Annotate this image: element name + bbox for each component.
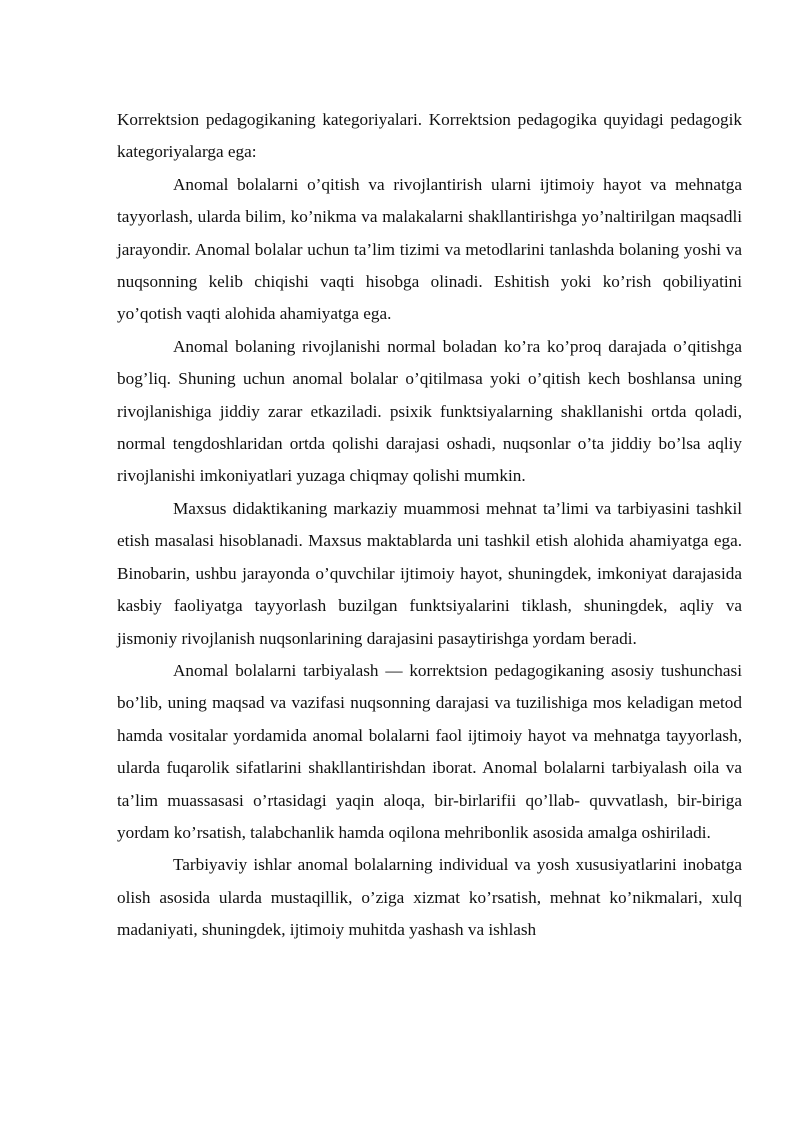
paragraph-categories-intro: Korrektsion pedagogikaning kategoriyalari. Korrektsion pedagogika quyidagi pedagogik kategoriyalarga ega: bbox=[117, 110, 742, 162]
paragraph-teaching-process: Anomal bolalarni o’qitish va rivojlantirish ularni ijtimoiy hayot va mehnatga tayyorlash, ularda bilim, ko’nikma va malakalarni shakllantirishga yo’naltirilgan maqsadli jarayondir. Anomal bolalar uchun ta’lim tizimi va metodlarini tanlashda bolaning yoshi va nuqsonning kelib chiqishi vaqti hisobga olinadi. Eshitish yoki ko’rish qobiliyatini yo’qotish vaqti alohida ahamiyatga ega. bbox=[117, 174, 742, 324]
paragraph-special-didactics: Maxsus didaktikaning markaziy muammosi mehnat ta’limi va tarbiyasini tashkil etish masalasi hisoblanadi. Maxsus maktablarda uni tashkil etish alohida ahamiyatga ega. Binobarin, ushbu jarayonda o’quvchilar ijtimoiy hayot, shuningdek, imkoniyat darajasida kasbiy faoliyatga tayyorlash buzilgan funktsiyalarini tiklash, shuningdek, aqliy va jismoniy rivojlanish nuqsonlarining darajasini pasaytirishga yordam beradi. bbox=[117, 498, 742, 648]
body-text bbox=[117, 104, 742, 947]
paragraph-upbringing: Anomal bolalarni tarbiyalash — korrektsion pedagogikaning asosiy tushunchasi bo’lib, uning maqsad va vazifasi nuqsonning darajasi va tuzilishiga mos keladigan metod hamda vositalar yordamida anomal bolalarni faol ijtimoiy hayot va mehnatga tayyorlash, ularda fuqarolik sifatlarini shakllantirishdan iborat. Anomal bolalarni tarbiyalash oila va ta’lim muassasasi o’rtasidagi yaqin aloqa, bir-birlarifii qo’llab- quvvatlash, bir-biriga yordam ko’rsatish, talabchanlik hamda oqilona mehribonlik asosida amalga oshiriladi. bbox=[117, 660, 742, 842]
paragraph-development: Anomal bolaning rivojlanishi normal boladan ko’ra ko’proq darajada o’qitishga bog’liq. Shuning uchun anomal bolalar o’qitilmasa yoki o’qitish kech boshlansa uning rivojlanishiga jiddiy zarar etkaziladi. psixik funktsiyalarning shakllanishi ortda qoladi, normal tengdoshlaridan ortda qolishi darajasi oshadi, nuqsonlar o’ta jiddiy bo’lsa aqliy rivojlanishi imkoniyatlari yuzaga chiqmay qolishi mumkin. bbox=[117, 336, 742, 486]
paragraph-educational-work: Tarbiyaviy ishlar anomal bolalarning individual va yosh xususiyatlarini inobatga olish asosida ularda mustaqillik, o’ziga xizmat ko’rsatish, mehnat ko’nikmalari, xulq madaniyati, shuningdek, ijtimoiy muhitda yashash va ishlash bbox=[117, 855, 742, 940]
